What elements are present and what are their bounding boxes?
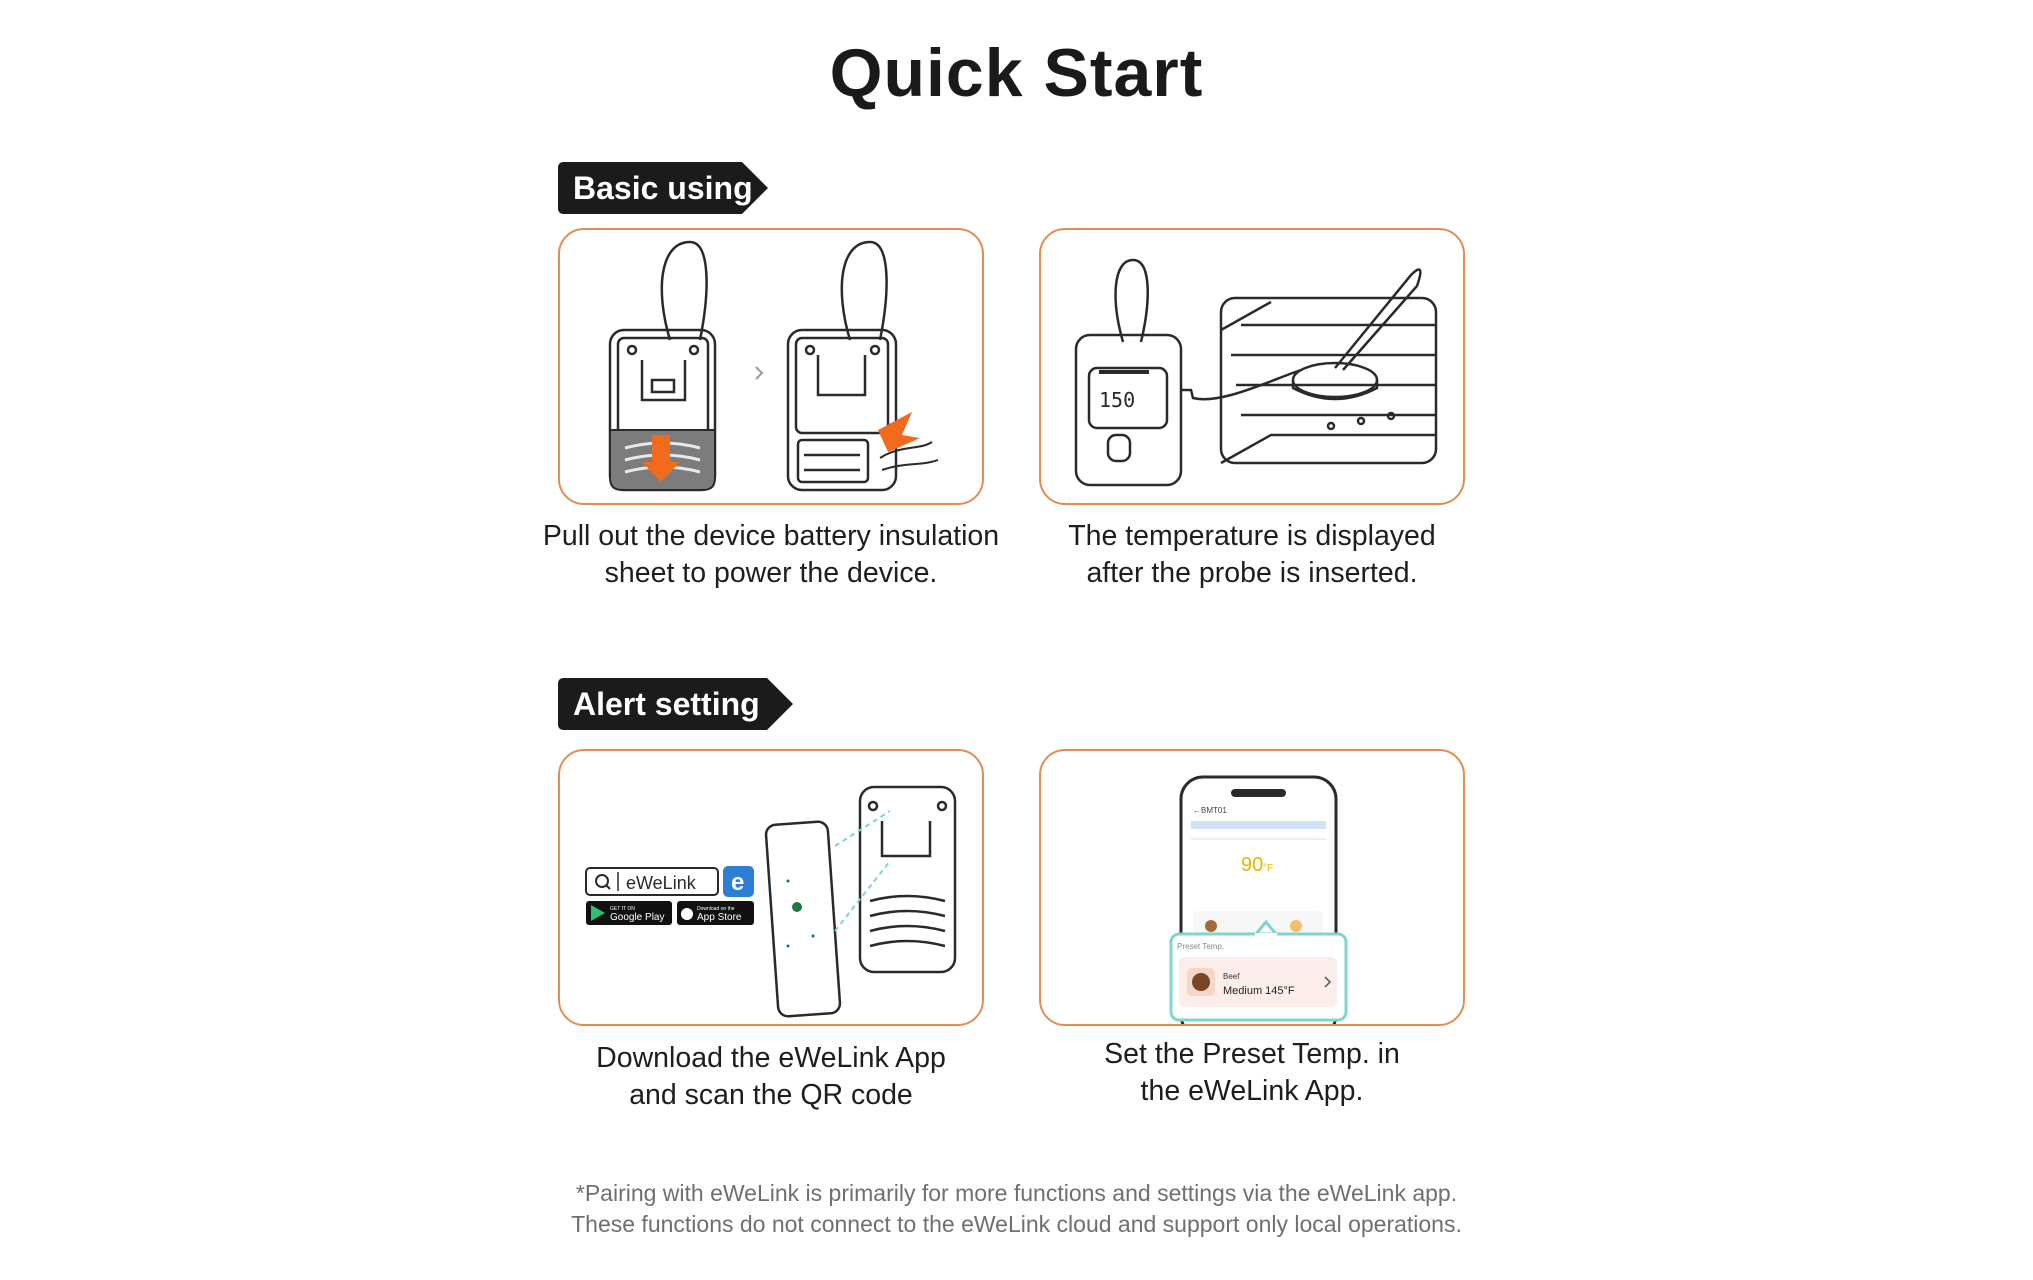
beef-icon [1192, 973, 1210, 991]
footnote [0, 1178, 2033, 1240]
step-card-preset-temp [1039, 749, 1465, 1026]
step-caption-battery-insulation: Pull out the device battery insulation sheet to power the device. [542, 520, 1000, 589]
apple-icon [681, 908, 693, 920]
preset-temp-app-illustration [1041, 751, 1465, 1026]
svg-text:Download on the: Download on the [697, 906, 735, 912]
step-card-battery-insulation [558, 228, 984, 505]
step-card-probe-temperature [1039, 228, 1465, 505]
section-tag-label: Alert setting [573, 686, 760, 722]
app-download-illustration [560, 751, 984, 1026]
page-title: Quick Start [829, 35, 1204, 111]
section-tag-label: Basic using [573, 170, 753, 206]
svg-text:App Store: App Store [697, 912, 742, 923]
app-search-text: eWeLink [626, 873, 696, 893]
section-tag-basic-using [558, 162, 770, 214]
step-caption-download-app: Download the eWeLink App and scan the QR code [596, 1042, 946, 1111]
ewelink-app-icon-letter: e [731, 869, 745, 896]
footnote-line-1: *Pairing with eWeLink is primarily for more functions and settings via the eWeLink app. [575, 1180, 1458, 1206]
preset-item-value: Medium 145°F [1223, 985, 1295, 997]
probe-grill-illustration [1041, 230, 1465, 505]
svg-text:←: ← [1193, 806, 1201, 815]
device-battery-illustration [560, 230, 984, 505]
step-caption-probe-temperature: The temperature is displayed after the probe is inserted. [1068, 520, 1436, 589]
phone-device-name: BMT01 [1201, 806, 1227, 815]
svg-text:°F: °F [1263, 863, 1274, 874]
svg-text:Google Play: Google Play [610, 912, 665, 923]
step-caption-preset-temp: Set the Preset Temp. in the eWeLink App. [1104, 1038, 1400, 1107]
preset-item-name: Beef [1223, 972, 1240, 981]
phone-temperature: 90 [1241, 854, 1264, 876]
footnote-line-2: These functions do not connect to the eWeLink cloud and support only local operations. [571, 1211, 1462, 1237]
step-card-download-app [558, 749, 984, 1026]
device-display-reading: 150 [1099, 388, 1136, 412]
preset-temp-label: Preset Temp. [1177, 942, 1224, 951]
svg-text:GET IT ON: GET IT ON [610, 906, 635, 912]
